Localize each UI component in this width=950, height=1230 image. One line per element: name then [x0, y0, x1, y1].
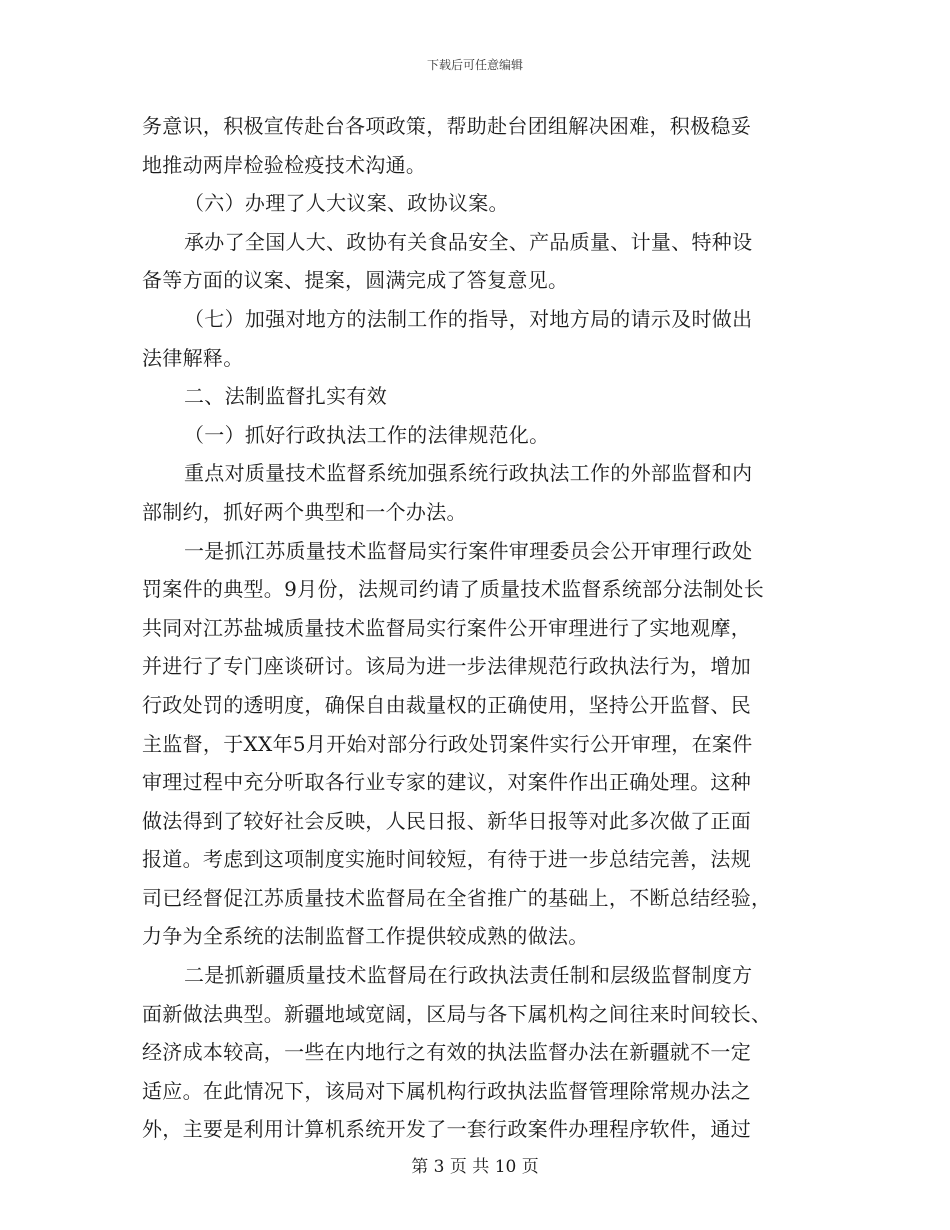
text-line: 司已经督促江苏质量技术监督局在全省推广的基础上，不断总结经验，	[142, 885, 772, 910]
text-line: （七）加强对地方的法制工作的指导，对地方局的请示及时做出	[184, 306, 753, 331]
text-line: 二、法制监督扎实有效	[184, 384, 387, 409]
text-line: 部制约，抓好两个典型和一个办法。	[142, 499, 467, 524]
text-line: 适应。在此情况下，该局对下属机构行政执法监督管理除常规办法之	[142, 1078, 751, 1103]
page-footer: 第 3 页 共 10 页	[411, 1157, 539, 1177]
document-body	[142, 107, 812, 1149]
text-line: 面新做法典型。新疆地域宽阔，区局与各下属机构之间往来时间较长、	[142, 1001, 772, 1026]
text-line: （一）抓好行政执法工作的法律规范化。	[184, 422, 550, 447]
text-line: 审理过程中充分听取各行业专家的建议，对案件作出正确处理。这种	[142, 770, 751, 795]
text-line: （六）办理了人大议案、政协议案。	[184, 191, 509, 216]
text-line: 报道。考虑到这项制度实施时间较短，有待于进一步总结完善，法规	[142, 847, 751, 872]
text-line: 重点对质量技术监督系统加强系统行政执法工作的外部监督和内	[184, 461, 753, 486]
text-line: 一是抓江苏质量技术监督局实行案件审理委员会公开审理行政处	[184, 538, 753, 563]
text-line: 行政处罚的透明度，确保自由裁量权的正确使用，坚持公开监督、民	[142, 692, 751, 717]
text-line: 备等方面的议案、提案，圆满完成了答复意见。	[142, 268, 569, 293]
text-line: 力争为全系统的法制监督工作提供较成熟的做法。	[142, 924, 589, 949]
text-line: 务意识，积极宣传赴台各项政策，帮助赴台团组解决困难，积极稳妥	[142, 114, 751, 138]
page-header: 下载后可任意编辑	[426, 58, 523, 72]
text-line: 地推动两岸检验检疫技术沟通。	[142, 152, 427, 177]
text-line: 并进行了专门座谈研讨。该局为进一步法律规范行政执法行为，增加	[142, 654, 751, 679]
text-line: 经济成本较高，一些在内地行之有效的执法监督办法在新疆就不一定	[142, 1040, 751, 1065]
text-line: 二是抓新疆质量技术监督局在行政执法责任制和层级监督制度方	[184, 963, 753, 988]
text-line: 主监督，于XX年5月开始对部分行政处罚案件实行公开审理，在案件	[142, 731, 753, 756]
text-line: 法律解释。	[142, 345, 244, 370]
text-line: 外，主要是利用计算机系统开发了一套行政案件办理程序软件，通过	[142, 1117, 751, 1142]
text-line: 做法得到了较好社会反映，人民日报、新华日报等对此多次做了正面	[142, 808, 751, 833]
text-line: 罚案件的典型。9月份，法规司约请了质量技术监督系统部分法制处长	[142, 577, 765, 602]
text-line: 承办了全国人大、政协有关食品安全、产品质量、计量、特种设	[184, 229, 753, 254]
text-line: 共同对江苏盐城质量技术监督局实行案件公开审理进行了实地观摩，	[142, 615, 751, 640]
